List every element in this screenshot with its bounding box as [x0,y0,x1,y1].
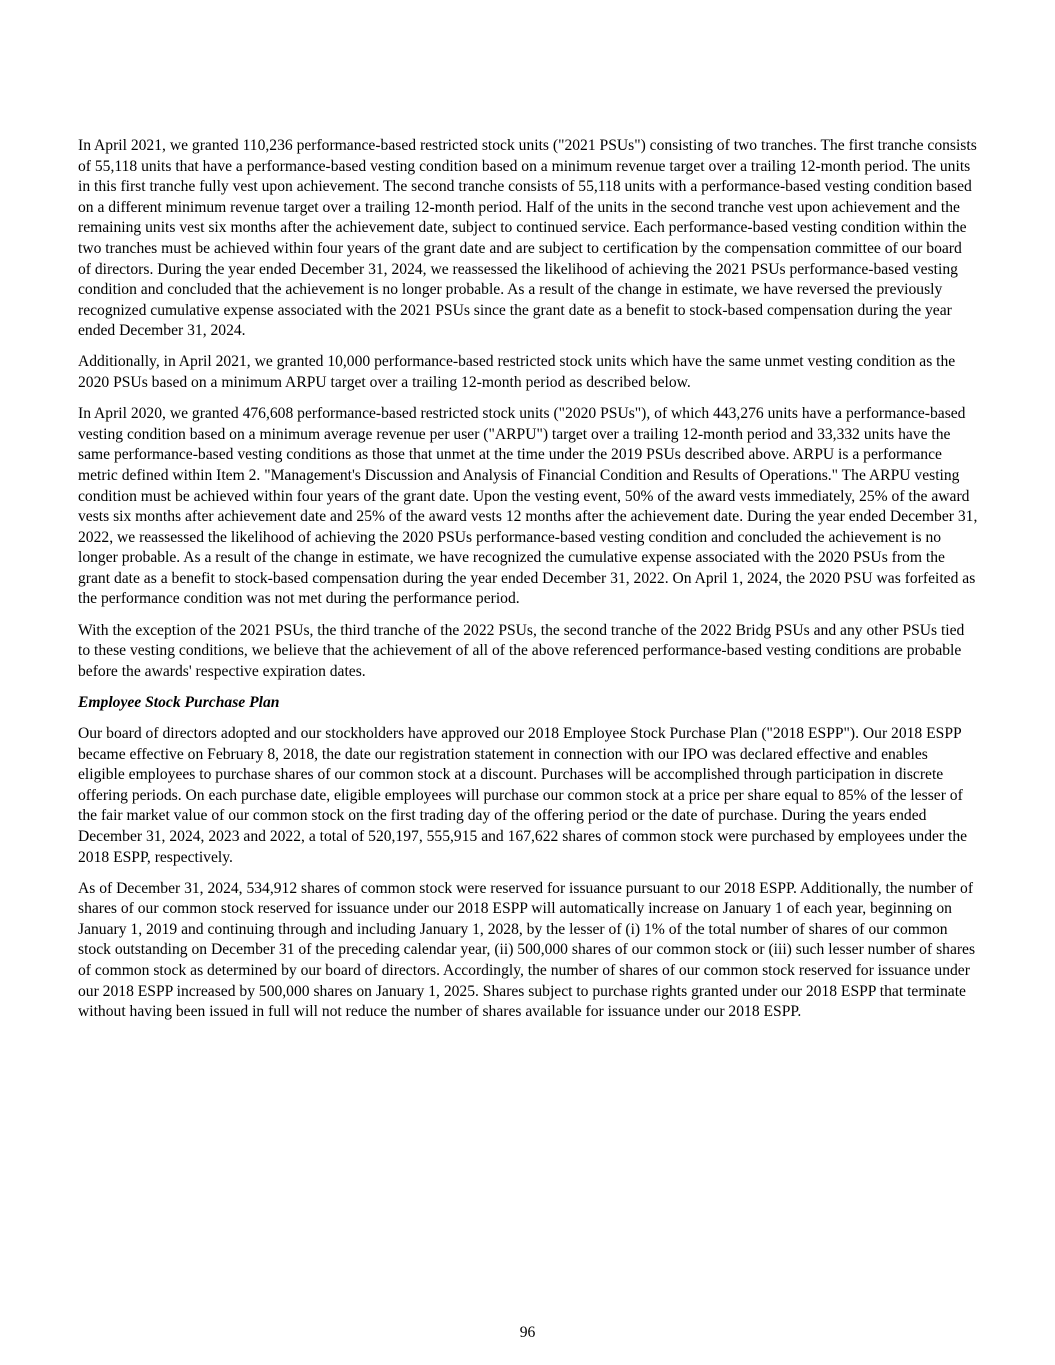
paragraph-espp-overview: Our board of directors adopted and our stockholders have approved our 2018 Employee Stock Purchase Plan ("2018 ESPP"). Our 2018 ESPP became effective on February 8, 2018, the date our registration statement in connection with our IPO was declared effective and enables eligible employees to purchase shares of our common stock at a discount. Purchases will be accomplished through participation in discrete offering periods. On each purchase date, eligible employees will purchase our common stock at a price per share equal to 85% of the lesser of the fair market value of our common stock on the first trading day of the offering period or the date of purchase. During the years ended December 31, 2024, 2023 and 2022, a total of 520,197, 555,915 and 167,622 shares of common stock were purchased by employees under the 2018 ESPP, respectively. [78,724,968,866]
paragraph-additional-2021-grant: Additionally, in April 2021, we granted 10,000 performance-based restricted stock units which have the same unmet vesting condition as the 2020 PSUs based on a minimum ARPU target over a trailing 12-month period as described below. [78,353,956,392]
paragraph-vesting-probability: With the exception of the 2021 PSUs, the third tranche of the 2022 PSUs, the second tranche of the 2022 Bridg PSUs and any other PSUs tied to these vesting conditions, we believe that the achievement of all of the above referenced performance-based vesting conditions are probable before the awards' respective expiration dates. [78,621,965,680]
section-heading-espp: Employee Stock Purchase Plan [78,693,280,711]
document-body [78,136,978,1033]
paragraph-2021-psus: In April 2021, we granted 110,236 performance-based restricted stock units ("2021 PSUs") consisting of two tranches. The first tranche consists of 55,118 units that have a performance-based vesting condition based on a minimum revenue target over a trailing 12-month period. The units in this first tranche fully vest upon achievement. The second tranche consists of 55,118 units with a performance-based vesting condition based on a different minimum revenue target over a trailing 12-month period. Half of the units in the second tranche vest upon achievement and the remaining units vest six months after the achievement date, subject to continued service. Each performance-based vesting condition within the two tranches must be achieved within four years of the grant date and are subject to certification by the compensation committee of our board of directors. During the year ended December 31, 2024, we reassessed the likelihood of achieving the 2021 PSUs performance-based vesting condition and concluded that the achievement is no longer probable. As a result of the change in estimate, we have reversed the previously recognized cumulative expense associated with the 2021 PSUs since the grant date as a benefit to stock-based compensation during the year ended December 31, 2024. [78,137,977,340]
paragraph-espp-reserve: As of December 31, 2024, 534,912 shares of common stock were reserved for issuance pursuant to our 2018 ESPP. Additionally, the number of shares of our common stock reserved for issuance under our 2018 ESPP will automatically increase on January 1 of each year, beginning on January 1, 2019 and continuing through and including January 1, 2028, by the lesser of (i) 1% of the total number of shares of our common stock outstanding on December 31 of the preceding calendar year, (ii) 500,000 shares of our common stock or (iii) such lesser number of shares of common stock as determined by our board of directors. Accordingly, the number of shares of our common stock reserved for issuance under our 2018 ESPP increased by 500,000 shares on January 1, 2025. Shares subject to purchase rights granted under our 2018 ESPP that terminate without having been issued in full will not reduce the number of shares available for issuance under our 2018 ESPP. [78,879,976,1021]
paragraph-2020-psus: In April 2020, we granted 476,608 performance-based restricted stock units ("2020 PSUs"), of which 443,276 units have a performance-based vesting condition based on a minimum average revenue per user ("ARPU") target over a trailing 12-month period and 33,332 units have the same performance-based vesting conditions as those that unmet at the time under the 2019 PSUs described above. ARPU is a performance metric defined within Item 2. "Management's Discussion and Analysis of Financial Condition and Results of Operations." The ARPU vesting condition must be achieved within four years of the grant date. Upon the vesting event, 50% of the award vests immediately, 25% of the award vests six months after achievement date and 25% of the award vests 12 months after the achievement date. During the year ended December 31, 2022, we reassessed the likelihood of achieving the 2020 PSUs performance-based vesting condition and concluded the achievement is no longer probable. As a result of the change in estimate, we have recognized the cumulative expense associated with the 2020 PSUs from the grant date as a benefit to stock-based compensation during the year ended December 31, 2022. On April 1, 2024, the 2020 PSU was forfeited as the performance condition was not met during the performance period. [78,405,978,608]
page-number: 96 [519,1324,536,1341]
